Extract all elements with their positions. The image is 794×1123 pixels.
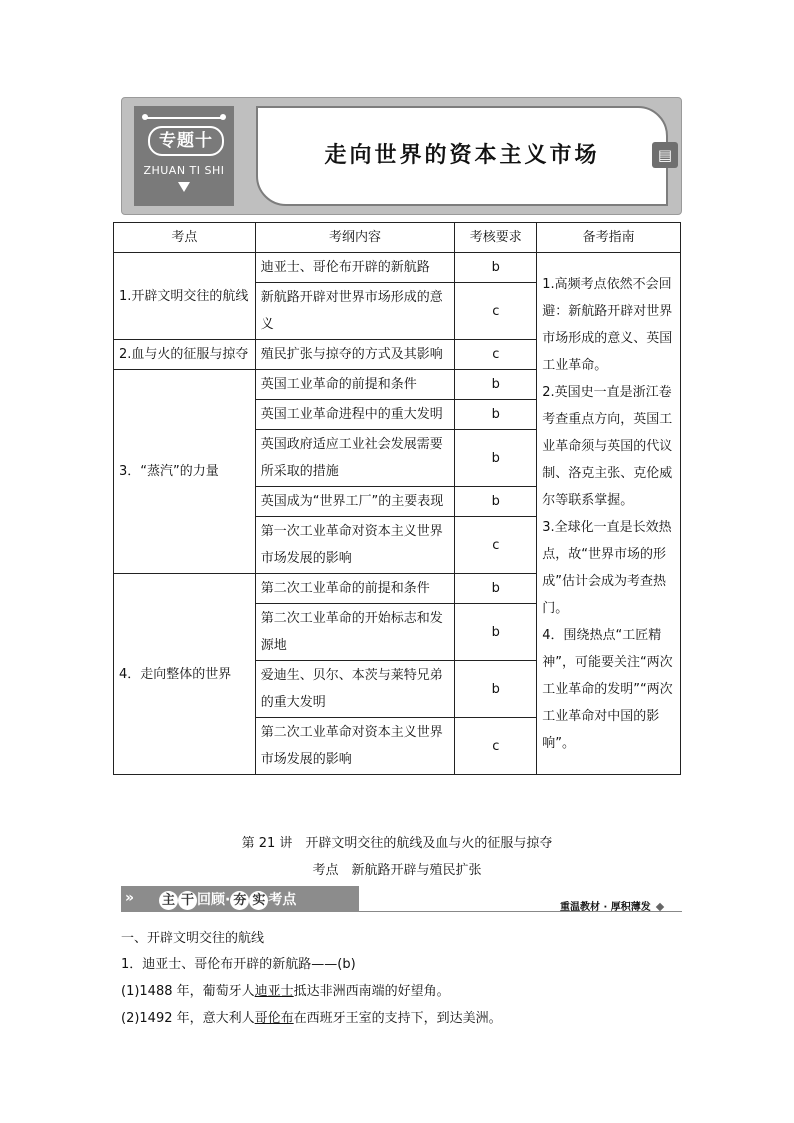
req-cell: c xyxy=(455,517,537,574)
lesson-title: 第 21 讲 开辟文明交往的航线及血与火的征服与掠夺 xyxy=(241,836,553,851)
content-cell: 英国成为“世界工厂”的主要表现 xyxy=(255,487,455,517)
badge-pinyin: ZHUAN TI SHI xyxy=(143,164,225,177)
topic-badge xyxy=(134,106,234,206)
req-cell: c xyxy=(455,283,537,340)
content-cell: 新航路开辟对世界市场形成的意义 xyxy=(255,283,455,340)
req-cell: c xyxy=(455,340,537,370)
guide-item: 4．围绕热点“工匠精神”，可能要关注“两次工业革命的发明”“两次工业革命对中国的影响”。 xyxy=(542,627,673,751)
content-cell: 爱迪生、贝尔、本茨与莱特兄弟的重大发明 xyxy=(255,661,455,718)
guide-item: 3.全球化一直是长效热点，故“世界市场的形成”估计会成为考查热门。 xyxy=(542,519,672,616)
table-header-row xyxy=(114,223,681,253)
req-cell: b xyxy=(455,604,537,661)
text: 抵达非洲西南端的好望角。 xyxy=(293,984,450,999)
lesson-subtitle: 考点 新航路开辟与殖民扩张 xyxy=(312,863,482,878)
badge-label: 专题十 xyxy=(148,126,224,156)
header-guide: 备考指南 xyxy=(537,223,681,253)
text: (1)1488 年，葡萄牙人 xyxy=(121,984,255,999)
circle-char: 夯 xyxy=(230,891,249,910)
paragraph xyxy=(121,1007,502,1026)
req-cell: b xyxy=(455,574,537,604)
section-heading: 一、开辟文明交往的航线 xyxy=(121,931,265,946)
req-cell: b xyxy=(455,661,537,718)
underlined-name: 迪亚士 xyxy=(254,984,294,999)
underlined-name: 哥伦布 xyxy=(254,1011,294,1026)
req-cell: b xyxy=(455,253,537,283)
content-cell: 英国工业革命进程中的重大发明 xyxy=(255,400,455,430)
section-bar-text xyxy=(159,889,296,910)
book-search-icon: ▤ xyxy=(652,142,678,168)
topic-cell: 3．“蒸汽”的力量 xyxy=(114,370,256,574)
content-cell: 第二次工业革命的开始标志和发源地 xyxy=(255,604,455,661)
req-cell: b xyxy=(455,487,537,517)
topic-cell: 1.开辟文明交往的航线 xyxy=(114,253,256,340)
req-cell: b xyxy=(455,400,537,430)
req-cell: c xyxy=(455,718,537,775)
topic-cell: 4．走向整体的世界 xyxy=(114,574,256,775)
topic-banner xyxy=(121,97,682,215)
table-row xyxy=(114,253,681,283)
content-cell: 第一次工业革命对资本主义世界市场发展的影响 xyxy=(255,517,455,574)
header-content: 考纲内容 xyxy=(255,223,455,253)
syllabus-table xyxy=(113,222,681,775)
content-cell: 英国政府适应工业社会发展需要所采取的措施 xyxy=(255,430,455,487)
content-cell: 第二次工业革命的前提和条件 xyxy=(255,574,455,604)
text: 在西班牙王室的支持下，到达美洲。 xyxy=(293,1011,502,1026)
content-cell: 第二次工业革命对资本主义世界市场发展的影响 xyxy=(255,718,455,775)
section-bar-end: 考点 xyxy=(268,892,297,908)
header-topic: 考点 xyxy=(114,223,256,253)
section-bar-tagline xyxy=(560,898,663,913)
circle-char: 主 xyxy=(159,891,178,910)
circle-char: 干 xyxy=(178,891,197,910)
double-chevron-icon: » xyxy=(125,890,135,906)
badge-pin-left xyxy=(142,114,148,120)
tagline-text: 重温教材 · 厚积薄发 xyxy=(560,902,651,913)
badge-arrow-icon xyxy=(178,182,190,192)
guide-item: 2.英国史一直是浙江卷考查重点方向，英国工业革命须与英国的代议制、洛克主张、克伦威尔等联系掌握。 xyxy=(542,384,673,508)
section-bar-mid: 回顾 xyxy=(197,892,225,908)
section-bar xyxy=(121,886,359,912)
badge-pin-right xyxy=(220,114,226,120)
req-cell: b xyxy=(455,370,537,400)
header-requirement: 考核要求 xyxy=(455,223,537,253)
content-cell: 英国工业革命的前提和条件 xyxy=(255,370,455,400)
diamond-icon xyxy=(656,903,664,911)
page-title: 走向世界的资本主义市场 xyxy=(324,143,600,168)
circle-char: 实 xyxy=(249,891,268,910)
topic-cell: 2.血与火的征服与掠夺 xyxy=(114,340,256,370)
guide-cell xyxy=(537,253,681,775)
title-box xyxy=(256,106,668,206)
paragraph xyxy=(121,980,450,999)
content-cell: 迪亚士、哥伦布开辟的新航路 xyxy=(255,253,455,283)
text: (2)1492 年，意大利人 xyxy=(121,1011,255,1026)
content-cell: 殖民扩张与掠夺的方式及其影响 xyxy=(255,340,455,370)
section-bar-dot: · xyxy=(225,892,231,908)
item-heading: 1．迪亚士、哥伦布开辟的新航路——(b) xyxy=(121,957,356,972)
req-cell: b xyxy=(455,430,537,487)
guide-item: 1.高频考点依然不会回避：新航路开辟对世界市场形成的意义、英国工业革命。 xyxy=(542,276,673,373)
badge-line xyxy=(144,117,224,119)
